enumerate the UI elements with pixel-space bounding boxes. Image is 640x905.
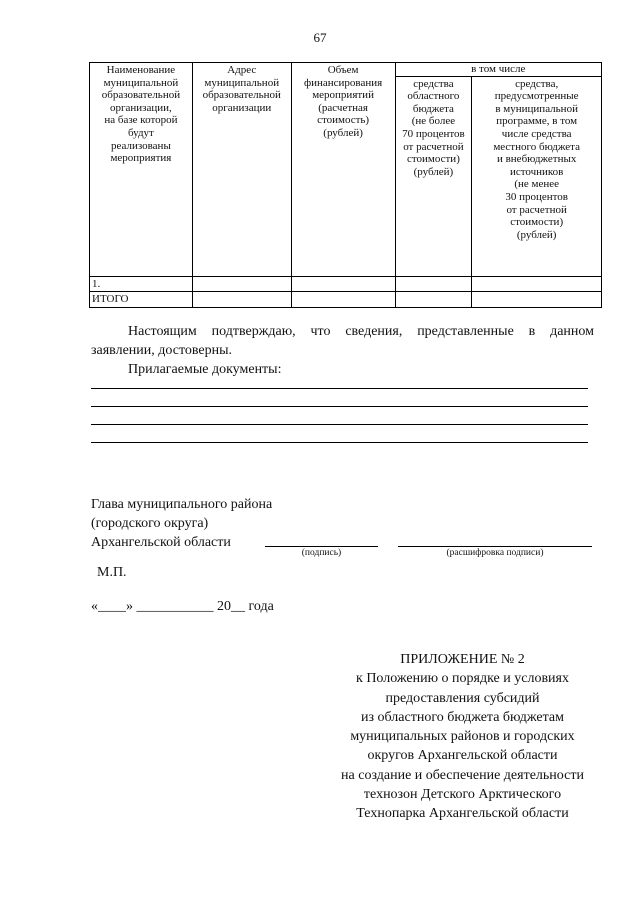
- header-text-line: 30 процентов: [505, 190, 568, 203]
- header-text-line: муниципальной: [204, 76, 280, 89]
- header-group-including: в том числе: [395, 63, 602, 77]
- header-col-name: [90, 63, 193, 277]
- date-line: «____» ___________ 20__ года: [91, 599, 274, 614]
- annex-block: [320, 650, 605, 824]
- header-text-line: предусмотренные: [494, 90, 579, 103]
- header-text-line: от расчетной: [506, 203, 567, 216]
- header-col-volume: [291, 63, 395, 277]
- header-text-line: организации,: [110, 101, 172, 114]
- header-text-line: образовательной: [202, 89, 281, 102]
- document-line: [91, 388, 588, 389]
- annex-title: ПРИЛОЖЕНИЕ № 2: [400, 652, 525, 667]
- stamp-place: М.П.: [97, 565, 127, 580]
- annex-line: Технопарка Архангельской области: [356, 806, 569, 822]
- table-row: [90, 276, 602, 292]
- signature-line: [265, 546, 378, 547]
- header-text-line: будут: [127, 126, 154, 139]
- annex-line: на создание и обеспечение деятельности: [341, 767, 584, 783]
- header-text-line: программе, в том: [496, 115, 578, 128]
- annex-line: технозон Детского Арктического: [363, 787, 562, 803]
- header-col-regional-budget: [395, 76, 472, 276]
- page-number: 67: [313, 30, 327, 45]
- header-text-line: стоимости): [406, 153, 460, 166]
- header-text-line: стоимость): [317, 114, 370, 127]
- header-text-line: организации: [212, 101, 272, 114]
- header-text-line: от расчетной: [403, 140, 464, 153]
- header-text-line: (не менее: [514, 178, 559, 191]
- decode-caption: (расшифровка подписи): [446, 548, 544, 558]
- annex-line: к Положению о порядке и условиях: [356, 671, 569, 687]
- confirm-line-2: заявлении, достоверны.: [91, 343, 233, 358]
- header-text-line: числе средства: [501, 127, 572, 140]
- table-cell: [395, 292, 472, 308]
- table-cell: [291, 292, 395, 308]
- signatory-line-3: Архангельской области: [91, 535, 231, 550]
- document-line: [91, 424, 588, 425]
- row-number: 1.: [90, 276, 193, 292]
- document-line: [91, 406, 588, 407]
- table-cell: [472, 276, 602, 292]
- header-text-line: на базе которой: [104, 114, 178, 127]
- header-text-line: средства,: [515, 77, 559, 90]
- header-text-line: (рублей): [323, 126, 363, 139]
- table-cell: [395, 276, 472, 292]
- header-text-line: в муниципальной: [495, 102, 578, 115]
- annex-line: округов Архангельской области: [367, 748, 558, 764]
- total-label: ИТОГО: [90, 292, 193, 308]
- header-text-line: Объем: [327, 64, 359, 76]
- table-total-row: [90, 292, 602, 308]
- header-text-line: мероприятия: [110, 152, 172, 165]
- document-line: [91, 442, 588, 443]
- header-text-line: областного: [407, 90, 460, 103]
- header-text-line: Наименование: [106, 64, 176, 76]
- attached-documents-label: Прилагаемые документы:: [128, 362, 282, 377]
- header-text-line: муниципальной: [103, 76, 179, 89]
- financing-table: [89, 62, 602, 308]
- annex-line: предоставления субсидий: [385, 690, 540, 706]
- table-cell: [192, 276, 291, 292]
- signatory-line-1: Глава муниципального района: [91, 497, 273, 512]
- header-text-line: стоимости): [510, 216, 564, 229]
- table-cell: [472, 292, 602, 308]
- header-text-line: реализованы: [110, 139, 171, 152]
- header-text-line: Адрес: [227, 64, 257, 76]
- table-cell: [192, 292, 291, 308]
- header-text-line: 70 процентов: [402, 127, 465, 140]
- header-text-line: средства: [413, 77, 454, 90]
- header-text-line: источников: [509, 165, 564, 178]
- signature-decode-line: [398, 546, 592, 547]
- signatory-line-2: (городского округа): [91, 516, 209, 531]
- annex-line: муниципальных районов и городских: [350, 729, 575, 745]
- confirm-line-1: Настоящим подтверждаю, что сведения, представленные в данном: [128, 324, 594, 339]
- header-text-line: (рублей): [413, 165, 454, 178]
- header-text-line: (не более: [411, 115, 456, 128]
- header-col-address: [192, 63, 291, 277]
- header-text-line: мероприятий: [312, 89, 374, 102]
- header-col-municipal-funds: [472, 76, 602, 276]
- header-text-line: и внебюджетных: [496, 153, 577, 166]
- header-text-line: образовательной: [101, 89, 181, 102]
- signature-caption: (подпись): [301, 548, 342, 558]
- annex-line: из областного бюджета бюджетам: [361, 709, 564, 725]
- header-text-line: финансирования: [303, 76, 383, 89]
- header-text-line: (рублей): [516, 228, 557, 241]
- header-text-line: (расчетная: [318, 101, 368, 114]
- table-cell: [291, 276, 395, 292]
- header-text-line: бюджета: [412, 102, 454, 115]
- header-text-line: местного бюджета: [493, 140, 581, 153]
